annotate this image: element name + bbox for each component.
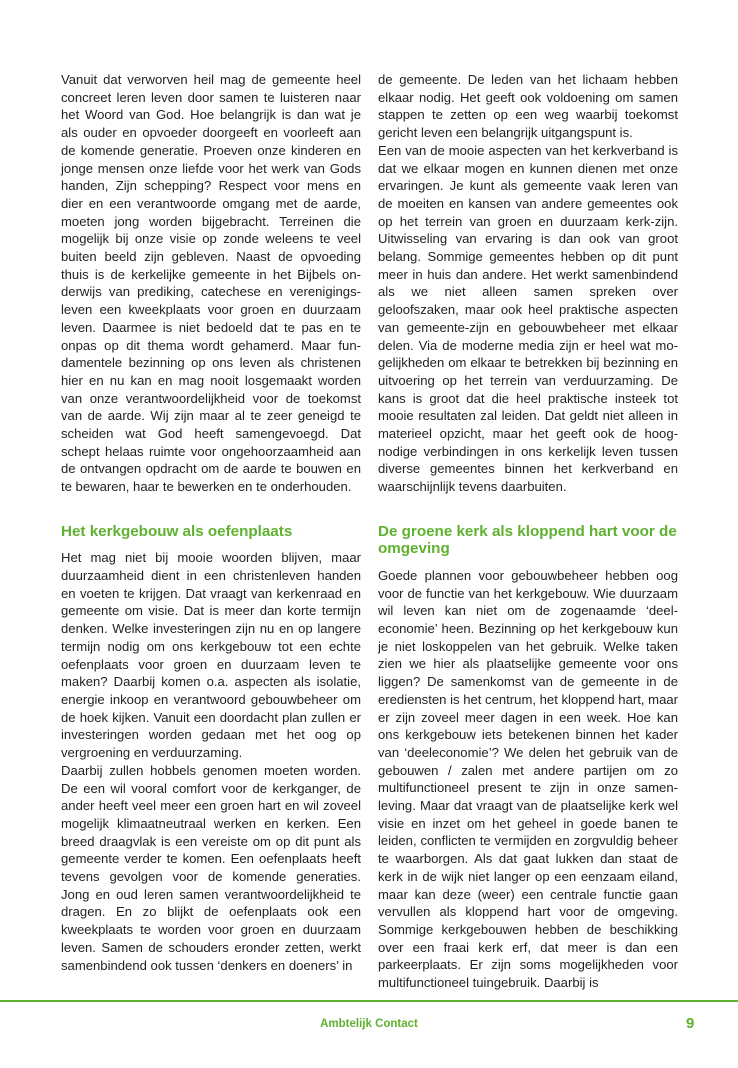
footer-publication-title: Ambtelijk Contact [320,1018,418,1030]
right-column [378,71,678,992]
left-paragraph-1: Vanuit dat verworven heil mag de gemeente heel concreet leren leven door samen te luisteren naar het Woord van God. Hoe belangrijk is dan wat je als ouder en opvoeder doorgeeft en voorleeft aan de komende generatie. Proeven onze kinderen en jonge mensen onze liefde voor het werk van Gods handen, Zijn schepping? Respect voor mens en dier en een verantwoorde omgang met de aarde, moeten jong worden bijgebracht. Terreinen die mogelijk bij onze visie op zonde weleens te veel buiten beeld zijn gebleven. Naast de opvoeding thuis is de kerkelijke gemeente in het Bijbels onderwijs van prediking, catechese en verenigingsleven een kweekplaats voor groen en duurzaam leven. Daarmee is niet bedoeld dat te pas en te onpas op dit thema wordt gehamerd. Maar fundamentele bezinning op ons leven als christenen hier en nu kan en mag nooit losgemaakt worden van onze verantwoordelijkheid voor de toekomst van de aarde. Wij zijn maar al te zeer geneigd te scheiden wat God heeft samengevoegd. Dat schept helaas ruimte voor ongehoorzaamheid aan de ontvangen opdracht om de aarde te bouwen en te bewaren, haar te bewerken en te onderhouden. [61,72,361,495]
right-paragraph-1: de gemeente. De leden van het lichaam hebben elkaar nodig. Het geeft ook voldoening om samen stappen te zetten op een weg waarbij toekomst gericht leven een belangrijk uitgangspunt is. [378,72,678,141]
page-number: 9 [686,1015,695,1032]
footer-divider [0,1000,738,1002]
section-heading-groene-kerk: De groene kerk als kloppend hart voor de omgeving [378,522,677,558]
left-paragraph-2: Het mag niet bij mooie woorden blijven, maar duurzaamheid dient in een christenleven handen en voeten te krijgen. Dat vraagt van kerkenraad en gemeente om visie. Dat is meer dan korte termijn denken. Welke investeringen zijn nu en op langere termijn nodig om ons kerkgebouw tot een echte oefenplaats voor groen en duurzaam leven te maken? Daarbij komen o.a. aspecten als isolatie, energie inkoop en verantwoord gebouwbeheer om de hoek kijken. Vanuit een doordacht plan zullen er investeringen worden gedaan met het oog op vergroening en verduurzaming. [61,550,361,761]
section-heading-kerkgebouw: Het kerkgebouw als oefenplaats [61,522,293,540]
left-paragraph-3: Daarbij zullen hobbels genomen moeten worden. De een wil vooral comfort voor de kerkganger, de ander heeft veel meer een groen hart en wil zoveel mogelijk klimaatneutraal werken en kerken. Een breed draagvlak is een vereiste om op dit punt als gemeente verder te komen. Een oefenplaats heeft tevens gevolgen voor de komende generaties. Jong en oud leren samen verantwoordelijkheid te dragen. En zo blijkt de oefenplaats ook een kweekplaats te worden voor groen en duurzaam leven. Samen de schouders eronder zetten, werkt samenbindend ook tussen ‘denkers en doeners’ in [61,762,361,973]
right-paragraph-2: Een van de mooie aspecten van het kerkverband is dat we elkaar mogen en kunnen dienen met onze ervaringen. Je kunt als gemeente vaak leren van de moeiten en kansen van andere gemeentes ook op het terrein van groen en duurzaam kerk-zijn. Uitwisseling van ervaring is dan ook van groot belang. Sommige gemeentes hebben op dit punt meer in huis dan andere. Het werkt samenbindend als we niet alleen samen spreken over geloofszaken, maar ook heel praktische aspecten van gemeente-zijn en gebouwbeheer met elkaar delen. Via de moderne media zijn er heel wat mogelijkheden om elkaar te betrekken bij bezinning en uitvoering op het terrein van verduurzaming. De kans is groot dat die heel praktische insteek tot mooie resultaten zal leiden. Dat geldt niet alleen in materieel opzicht, maar het geeft ook de hoognodige verbindingen in ons kerkelijk leven tussen diverse gemeentes binnen het kerkverband en waarschijnlijk tevens daarbuiten. [378,142,678,495]
left-column [61,71,361,974]
right-paragraph-3: Goede plannen voor gebouwbeheer hebben oog voor de functie van het kerkgebouw. Wie duurzaam wil leven kan niet om de zogenaamde ‘deeleconomie’ heen. Bezinning op het kerkgebouw kun je niet loskoppelen van het gebruik. Welke taken zien we hier als plaatselijke gemeente voor ons liggen? De samenkomst van de gemeente in de erediensten is het centrum, het kloppend hart, maar er zijn zoveel meer dagen in een week. Hoe kan ons kerkgebouw iets betekenen binnen het kader van ‘deeleconomie’? We delen het gebruik van de gebouwen / zalen met andere partijen om zo multifunctioneel present te zijn in onze samenleving. Maar dat vraagt van de plaatselijke kerk wel visie en inzet om het geheel in goede banen te leiden, conflicten te vermijden en zorgvuldig beheer te waarborgen. Als dat gaat lukken dan staat de kerk in de wijk niet langer op een eenzaam eiland, maar kan deze (weer) een centrale functie gaan vervullen als kloppend hart voor de omgeving. Sommige kerkgebouwen hebben de beschikking over een fraai kerk erf, dat meer is dan een parkeerplaats. Er zijn soms mogelijkheden voor multifunctioneel tuingebruik. Daarbij is [378,567,678,991]
